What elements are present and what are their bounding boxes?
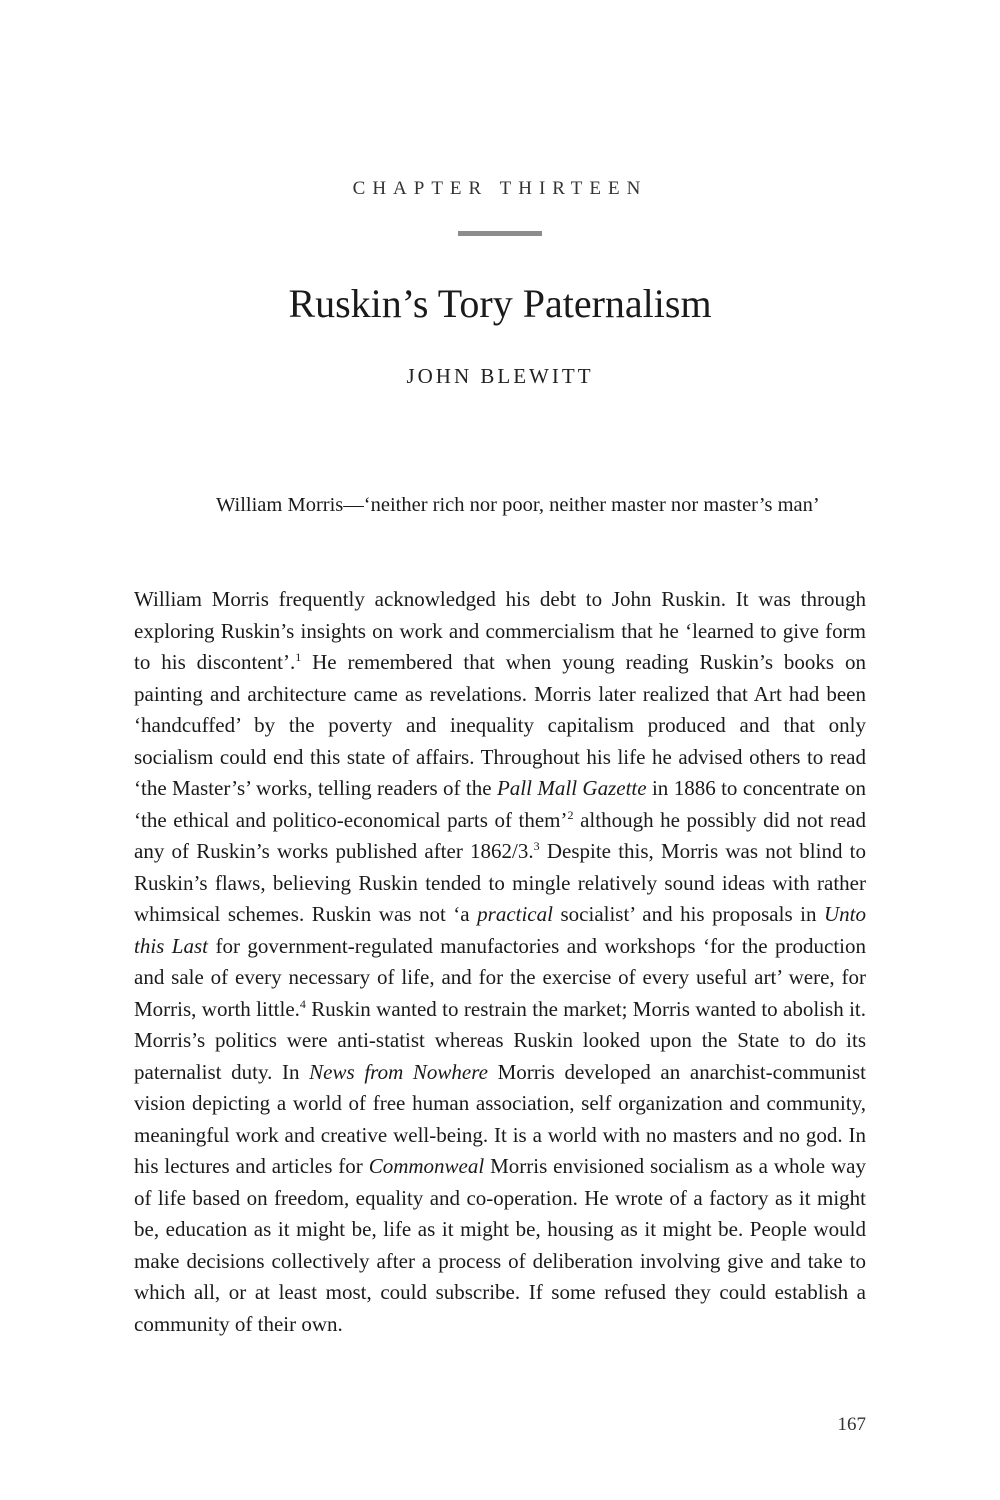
footnote-ref-4[interactable]: 4 — [299, 996, 306, 1011]
body-text-segment: He remembered that when young reading Ruskin’s books on painting and architecture came as revelations. Morris later realized that Art had been ‘handcuffed’ by the poverty and inequality capitalism produced and that only socialism could end this state of affairs. Throughout his life he advised others to read ‘the Master’s’ works, telling readers of the — [134, 650, 866, 800]
body-paragraph — [134, 584, 866, 1340]
title-news-from-nowhere: News from Nowhere — [309, 1059, 488, 1084]
title-unto-this-last: Unto this Last — [134, 902, 866, 958]
body-text-segment: Despite this, Morris was not blind to Ruskin’s flaws, believing Ruskin tended to mingle relatively sound ideas with rather whimsical schemes. Ruskin was not ‘a — [134, 839, 867, 926]
chapter-author: JOHN BLEWITT — [406, 364, 594, 388]
title-commonweal: Commonweal — [368, 1154, 485, 1178]
body-text-segment: Morris developed an anarchist-communist vision depicting a world of free human association, self organization and community, meaningful work and creative well-being. It is a world with no masters and no god. In his lectures and articles for — [134, 1059, 867, 1178]
body-text-segment: William Morris frequently acknowledged his debt to John Ruskin. It was through exploring Ruskin’s insights on work and commercialism that he ‘learned to give form to his discontent’. — [134, 587, 866, 674]
body-text-segment: in 1886 to concentrate on ‘the ethical and politico-economical parts of them’ — [134, 776, 866, 832]
body-text-segment: socialist’ and his proposals in — [552, 902, 824, 926]
epigraph: William Morris—‘neither rich nor poor, neither master nor master’s man’ — [216, 494, 820, 516]
chapter-label: CHAPTER THIRTEEN — [352, 178, 648, 199]
chapter-title: Ruskin’s Tory Paternalism — [288, 281, 712, 326]
body-text-segment: Morris envisioned socialism as a whole way of life based on freedom, equality and co-operation. He wrote of a factory as it might be, education as it might be, life as it might be, housing as it might be. People would make decisions collectively after a process of deliberation involving give and take to which all, or at least most, could subscribe. If some refused they could establish a community of their own. — [134, 1154, 866, 1336]
body-text-segment: Ruskin wanted to restrain the market; Morris wanted to abolish it. Morris’s politics were anti-statist whereas Ruskin looked upon the State to do its paternalist duty. In — [134, 996, 866, 1084]
body-text-segment: although he possibly did not read any of Ruskin’s works published after 1862/3. — [134, 807, 866, 863]
title-pall-mall-gazette: Pall Mall Gazette — [496, 776, 647, 800]
emphasis-practical: practical — [477, 902, 553, 926]
footnote-ref-1[interactable]: 1 — [295, 650, 302, 664]
footnote-ref-2[interactable]: 2 — [567, 807, 574, 822]
body-text-segment: for government-regulated manufactories and workshops ‘for the production and sale of every necessary of life, and for the exercise of every useful art’ were, for Morris, worth little. — [134, 933, 867, 1021]
chapter-divider — [458, 231, 542, 236]
page-number: 167 — [837, 1414, 866, 1435]
footnote-ref-3[interactable]: 3 — [533, 839, 540, 853]
